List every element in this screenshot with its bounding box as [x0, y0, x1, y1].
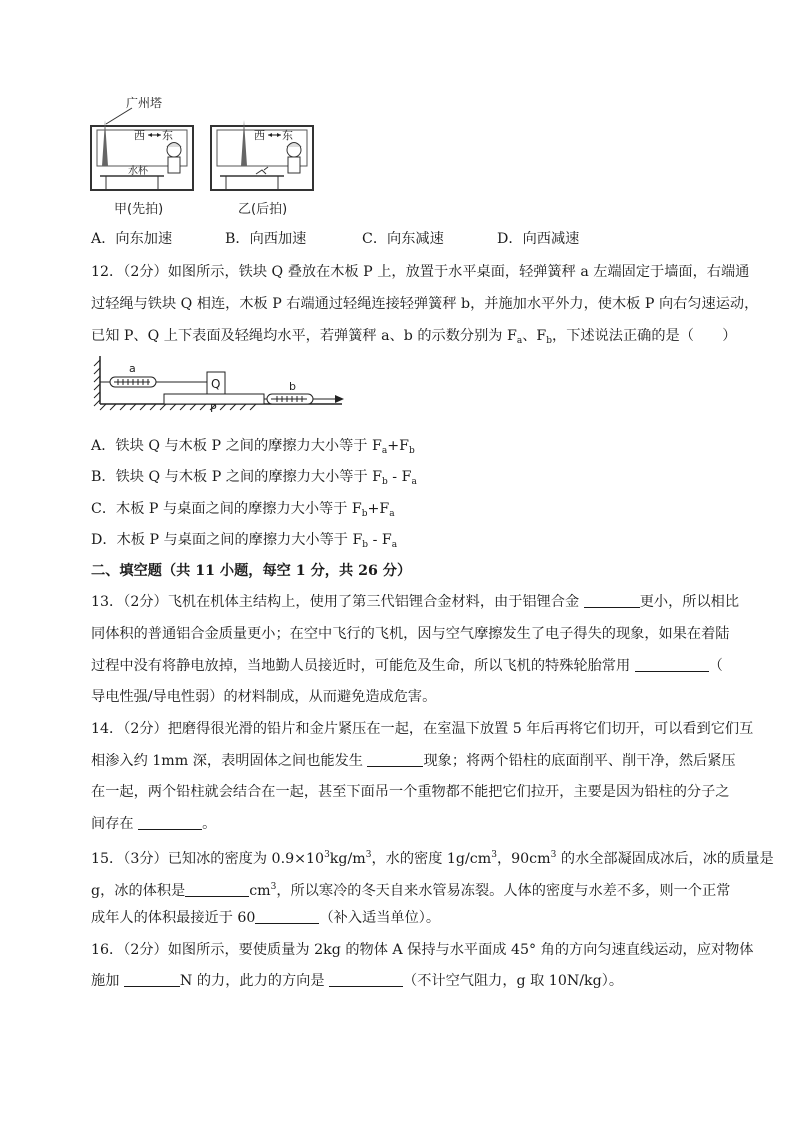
q16-blank-force — [124, 972, 180, 987]
q15-line3: 成年人的体积最接近于 60 （补入适当单位）。 — [91, 910, 441, 926]
pull-arrow-head — [335, 395, 344, 403]
q16-blank-direction — [329, 972, 403, 987]
q14-line3: 在一起，两个铅柱就会结合在一起，甚至下面吊一个重物都不能把它们拉开，主要是因为铅柱的分子之 — [91, 784, 730, 800]
q14-line4: 间存在 。 — [91, 816, 217, 832]
cup-label: 水杯 — [128, 166, 148, 177]
tower-label: 广州塔 — [126, 96, 163, 110]
q13-blank-2 — [635, 657, 709, 672]
q12-stem-line2: 过轻绳与铁块 Q 相连，木板 P 右端通过轻绳连接轻弹簧秤 b，并施加水平外力，使木板 P 向右匀速运动， — [91, 296, 759, 312]
q16-line2: 施加 N 的力，此力的方向是 （不计空气阻力，g 取 10N/kg）。 — [91, 973, 624, 989]
dir-east-a: 东 — [162, 129, 173, 142]
q12-option-c: C．木板 P 与桌面之间的摩擦力大小等于 $F_b+F_a$ — [91, 501, 395, 519]
q14-line1: 14．（2分）把磨得很光滑的铅片和金片紧压在一起，在室温下放置 5 年后再将它们切开，可以看到它们互 — [91, 721, 754, 737]
q12-option-b: B．铁块 Q 与木板 P 之间的摩擦力大小等于 $F_b - F_a$ — [91, 469, 417, 487]
q16-line1: 16．（2分）如图所示，要使质量为 2kg 的物体 A 保持与水平面成 45° 角的方向匀速直线运动，应对物体 — [91, 942, 754, 958]
train-panel-first — [91, 96, 193, 217]
q15-blank-volume — [185, 882, 249, 897]
caption-first: 甲(先拍) — [114, 202, 164, 217]
q11-option-b: B．向西加速 — [225, 231, 307, 247]
tower-pointer-line — [106, 108, 132, 124]
q11-option-a: A．向东加速 — [91, 231, 173, 247]
spilled-water — [256, 167, 268, 174]
label-a: a — [129, 362, 136, 375]
q14-line2: 相渗入约 1mm 深，表明固体之间也能发生 现象；将两个铅柱的底面削平、削干净，然后紧压 — [91, 753, 736, 769]
label-b: b — [289, 380, 296, 393]
q14-blank-1 — [367, 752, 423, 767]
q12-option-a: A．铁块 Q 与木板 P 之间的摩擦力大小等于 $F_a+F_b$ — [91, 438, 415, 456]
q13-line2: 同体积的普通铝合金质量更小；在空中飞行的飞机，因与空气摩擦发生了电子得失的现象，如果在着陆 — [91, 626, 730, 642]
q15-line1: 15．（3分）已知冰的密度为 $0.9\times 10^3kg/m^3$，水的密度 $1g/cm^3$，$90cm^3$ 的水全部凝固成冰后，冰的质量是 — [91, 850, 774, 867]
q15-line2: g，冰的体积是 $cm^3$，所以寒冷的冬天自来水管易冻裂。人体的密度与水差不多，则一个正常 — [91, 882, 731, 899]
q15-blank-unit — [255, 909, 319, 924]
q13-blank-1 — [584, 593, 640, 608]
q14-blank-2 — [138, 815, 202, 830]
passenger-body-a — [168, 157, 180, 173]
q13-line4: 导电性强/导电性弱）的材料制成，从而避免造成危害。 — [91, 689, 437, 705]
dir-west-a: 西 — [134, 129, 145, 142]
passenger-body-b — [288, 157, 300, 173]
dir-east-b: 东 — [282, 129, 293, 142]
q13-line3: 过程中没有将静电放掉，当地勤人员接近时，可能危及生命，所以飞机的特殊轮胎常用 （ — [91, 658, 723, 674]
train-panel-second — [211, 120, 313, 217]
label-q: Q — [211, 377, 221, 391]
q12-stem-line3: 已知 P、Q 上下表面及轻绳均水平，若弹簧秤 a、b 的示数分别为 $F_a$、$F_b$，下述说法正确的是（ ） — [91, 328, 737, 346]
label-p: P — [210, 402, 217, 415]
q12-figure — [92, 354, 348, 420]
caption-second: 乙(后拍) — [238, 202, 288, 217]
q11-option-c: C．向东减速 — [362, 231, 444, 247]
q13-line1: 13．（2分）飞机在机体主结构上，使用了第三代铝锂合金材料，由于铝锂合金 更小，所以相比 — [91, 594, 740, 610]
q12-option-d: D．木板 P 与桌面之间的摩擦力大小等于 $F_b - F_a$ — [91, 532, 398, 550]
dir-west-b: 西 — [254, 129, 265, 142]
q11-figure — [88, 96, 314, 218]
section-heading-fill-in: 二、填空题（共 11 小题，每空 1 分，共 26 分） — [91, 563, 412, 579]
q12-stem-line1: 12．（2分）如图所示，铁块 Q 叠放在木板 P 上，放置于水平桌面，轻弹簧秤 a 左端固定于墙面，右端通 — [91, 264, 750, 280]
q11-option-d: D．向西减速 — [497, 231, 580, 247]
